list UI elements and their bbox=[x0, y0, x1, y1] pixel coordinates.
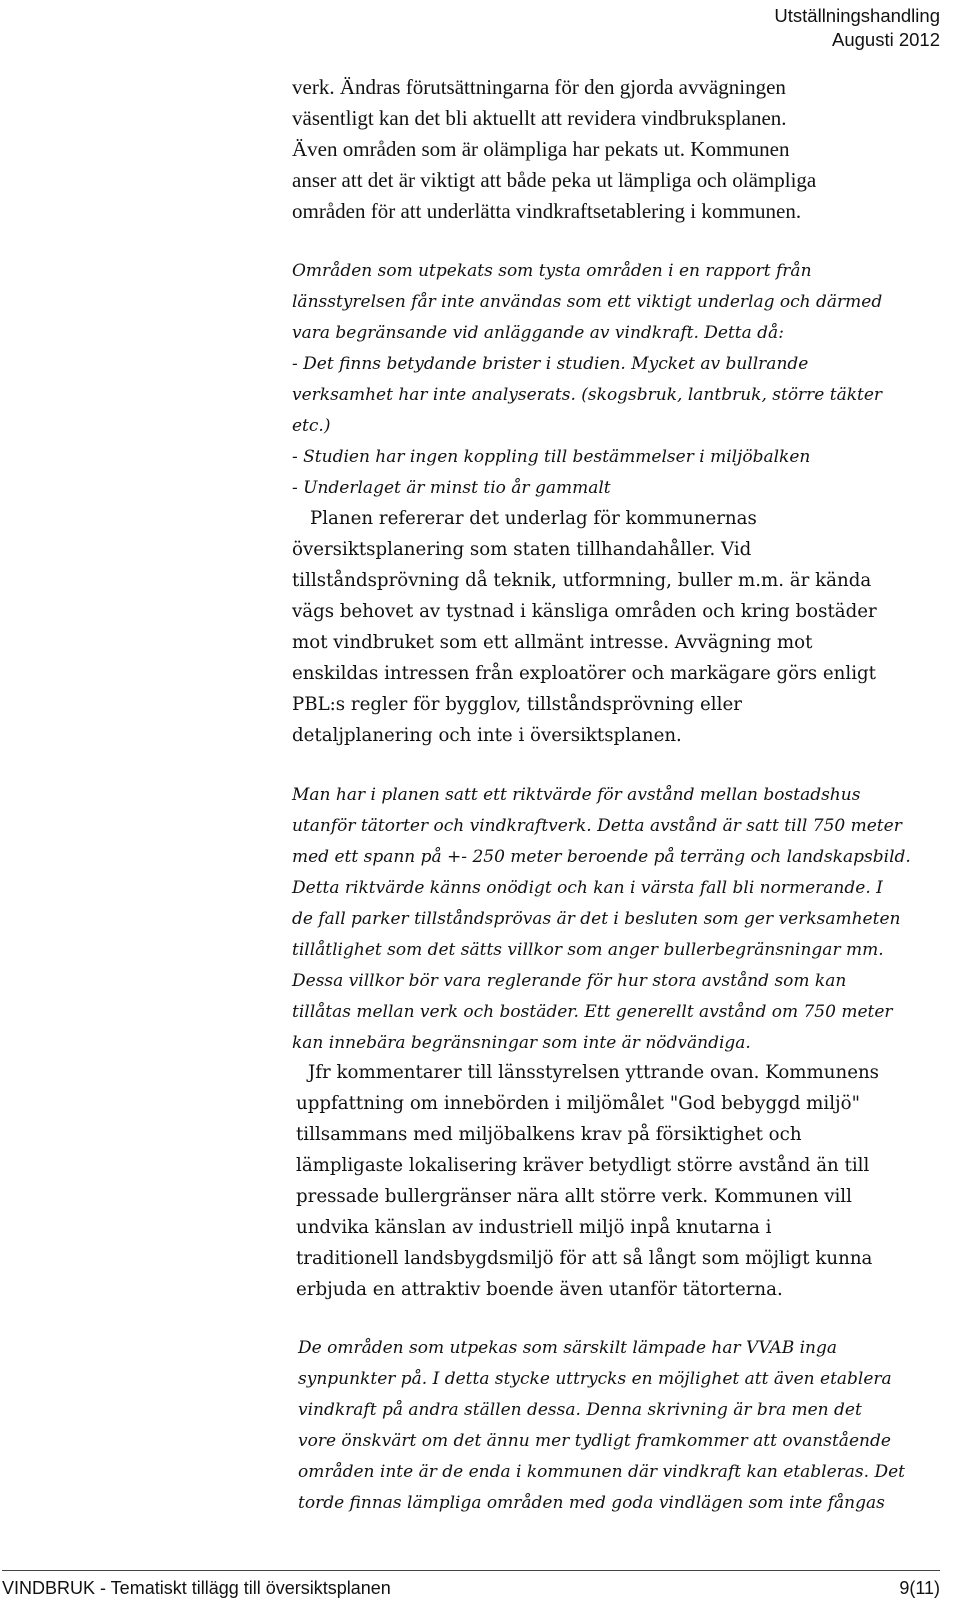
text-line: Jfr kommentarer till länsstyrelsen yttrande ovan. Kommunens bbox=[308, 1062, 880, 1083]
text-line: Dessa villkor bör vara reglerande för hur stora avstånd som kan bbox=[292, 971, 847, 991]
answer-quiet-areas bbox=[292, 503, 877, 751]
text-line: erbjuda en attraktiv boende även utanför tätorterna. bbox=[296, 1279, 783, 1300]
text-line: tillståndsprövning då teknik, utformning, buller m.m. är kända bbox=[292, 570, 872, 591]
text-line: De områden som utpekas som särskilt lämpade har VVAB inga bbox=[298, 1338, 838, 1358]
text-line: enskildas intressen från exploatörer och markägare görs enligt bbox=[292, 663, 876, 684]
text-line: lämpligaste lokalisering kräver betydligt större avstånd än till bbox=[296, 1155, 870, 1176]
text-line: torde finnas lämpliga områden med goda vindlägen som inte fångas bbox=[298, 1493, 885, 1513]
header-title: Utställningshandling bbox=[774, 5, 940, 26]
text-line: undvika känslan av industriell miljö inpå knutarna i bbox=[296, 1217, 772, 1238]
text-line: Områden som utpekats som tysta områden i en rapport från bbox=[292, 261, 812, 281]
paragraph-intro bbox=[292, 72, 816, 227]
page-number: 9(11) bbox=[899, 1578, 940, 1598]
text-line: tillåtas mellan verk och bostäder. Ett generellt avstånd om 750 meter bbox=[292, 1002, 893, 1022]
text-line: utanför tätorter och vindkraftverk. Detta avstånd är satt till 750 meter bbox=[292, 816, 902, 836]
text-line: etc.) bbox=[292, 416, 331, 436]
header-date: Augusti 2012 bbox=[831, 29, 940, 50]
text-line: verk. Ändras förutsättningarna för den gjorda avvägningen bbox=[292, 75, 786, 99]
text-line: översiktsplanering som staten tillhandahåller. Vid bbox=[292, 539, 752, 560]
text-line: vägs behovet av tystnad i känsliga områden och kring bostäder bbox=[292, 601, 877, 622]
text-line: områden inte är de enda i kommunen där vindkraft kan etableras. Det bbox=[298, 1462, 905, 1482]
text-line: traditionell landsbygdsmiljö för att så långt som möjligt kunna bbox=[296, 1248, 873, 1269]
text-line: verksamhet har inte analyserats. (skogsbruk, lantbruk, större täkter bbox=[292, 385, 883, 405]
comment-distance bbox=[292, 780, 911, 1059]
answer-distance bbox=[296, 1057, 879, 1305]
text-line: PBL:s regler för bygglov, tillståndsprövning eller bbox=[292, 694, 742, 715]
comment-suitable-areas bbox=[298, 1333, 905, 1519]
text-line: anser att det är viktigt att både peka ut lämpliga och olämpliga bbox=[292, 168, 817, 192]
footer-document-title: VINDBRUK - Tematiskt tillägg till översiktsplanen bbox=[2, 1578, 391, 1598]
text-line: väsentligt kan det bli aktuellt att revidera vindbruksplanen. bbox=[292, 106, 787, 130]
text-line: - Underlaget är minst tio år gammalt bbox=[292, 478, 611, 498]
text-line: de fall parker tillståndsprövas är det i besluten som ger verksamheten bbox=[292, 909, 901, 929]
text-line: tillåtlighet som det sätts villkor som anger bullerbegränsningar mm. bbox=[292, 940, 884, 960]
page-footer bbox=[2, 1570, 940, 1597]
text-line: länsstyrelsen får inte användas som ett viktigt underlag och därmed bbox=[292, 292, 883, 312]
text-line: Detta riktvärde känns onödigt och kan i värsta fall bli normerande. I bbox=[292, 878, 883, 898]
text-line: vara begränsande vid anläggande av vindkraft. Detta då: bbox=[292, 323, 784, 343]
text-line: mot vindbruket som ett allmänt intresse. Avvägning mot bbox=[292, 632, 813, 653]
text-line: Planen refererar det underlag för kommunernas bbox=[310, 508, 757, 529]
text-line: - Studien har ingen koppling till bestämmelser i miljöbalken bbox=[292, 447, 811, 467]
text-line: kan innebära begränsningar som inte är nödvändiga. bbox=[292, 1033, 751, 1053]
text-line: med ett spann på +- 250 meter beroende på terräng och landskapsbild. bbox=[292, 847, 911, 867]
text-line: tillsammans med miljöbalkens krav på försiktighet och bbox=[296, 1124, 802, 1145]
comment-quiet-areas bbox=[292, 256, 882, 504]
text-line: - Det finns betydande brister i studien. Mycket av bullrande bbox=[292, 354, 809, 374]
page-header bbox=[774, 4, 940, 52]
text-line: vore önskvärt om det ännu mer tydligt framkommer att ovanstående bbox=[298, 1431, 891, 1451]
text-line: uppfattning om innebörden i miljömålet "God bebyggd miljö" bbox=[296, 1093, 860, 1114]
text-line: områden för att underlätta vindkraftsetablering i kommunen. bbox=[292, 199, 802, 223]
text-line: pressade bullergränser nära allt större verk. Kommunen vill bbox=[296, 1186, 852, 1207]
text-line: synpunkter på. I detta stycke uttrycks en möjlighet att även etablera bbox=[298, 1369, 892, 1389]
text-line: Man har i planen satt ett riktvärde för avstånd mellan bostadshus bbox=[292, 785, 861, 805]
text-line: Även områden som är olämpliga har pekats ut. Kommunen bbox=[292, 137, 790, 161]
text-line: detaljplanering och inte i översiktsplanen. bbox=[292, 725, 682, 746]
text-line: vindkraft på andra ställen dessa. Denna skrivning är bra men det bbox=[298, 1400, 862, 1420]
